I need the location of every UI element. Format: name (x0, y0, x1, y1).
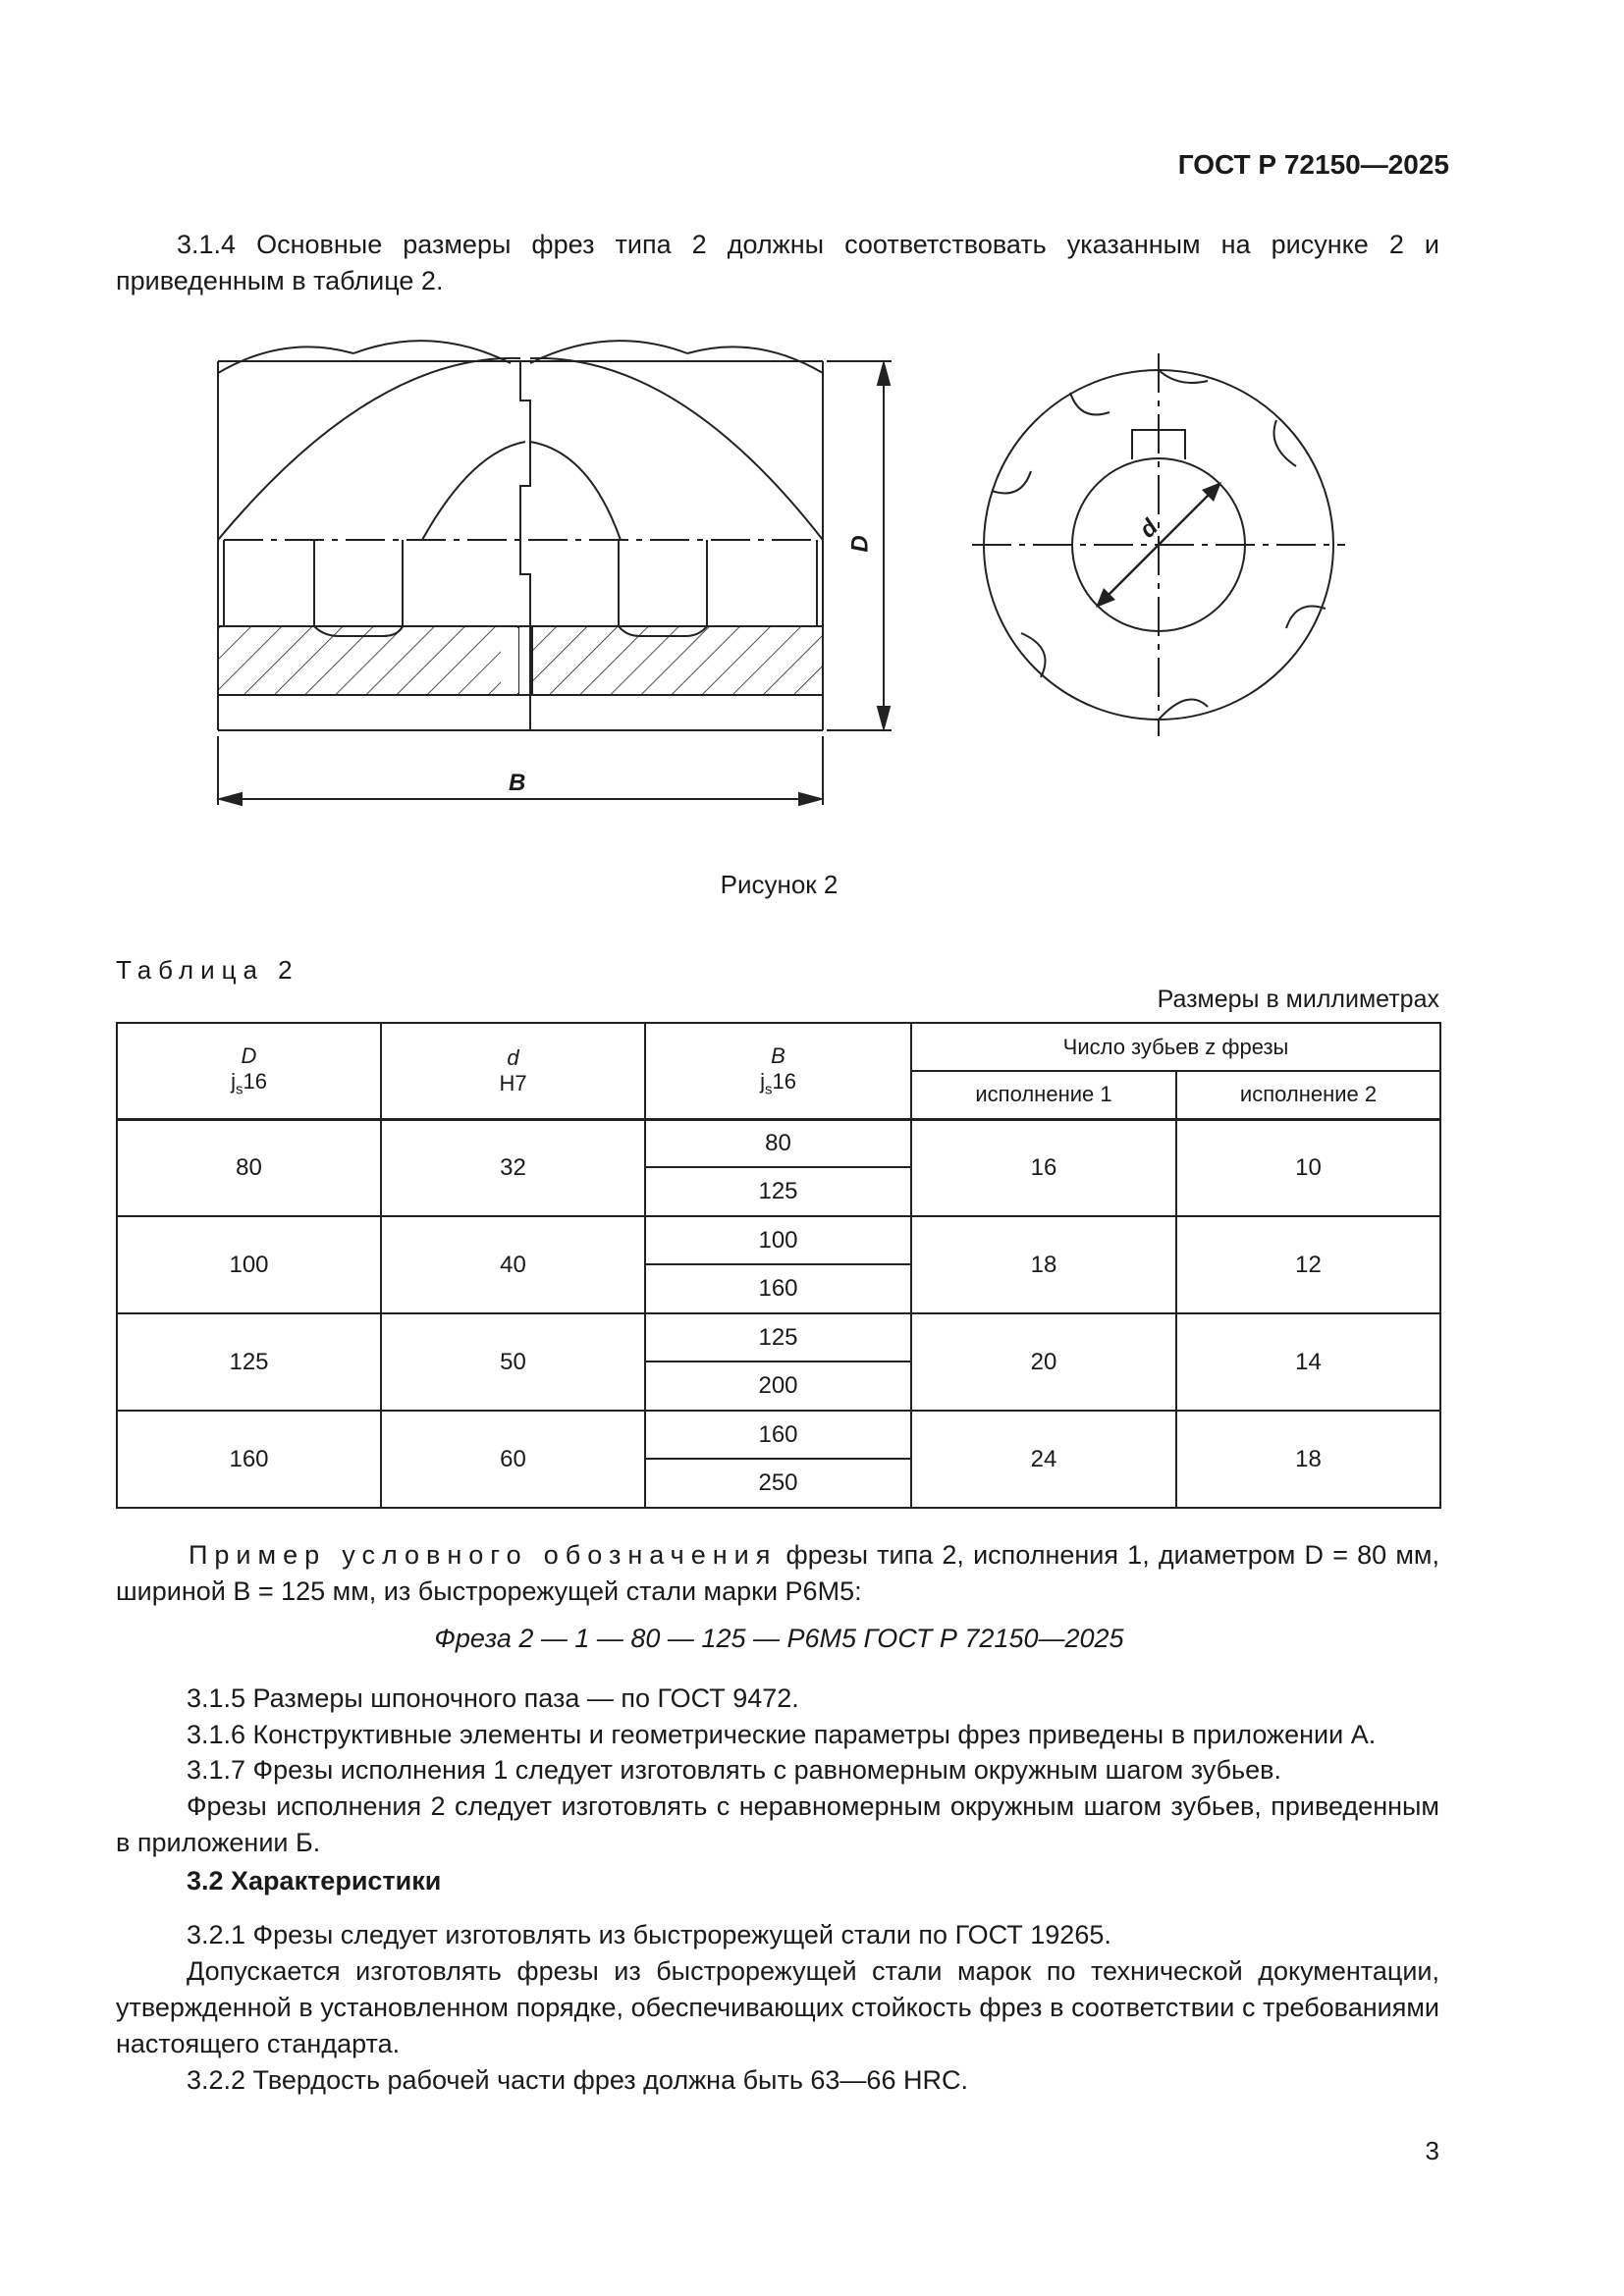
cell-D: 125 (117, 1313, 381, 1411)
table-row (117, 1313, 1440, 1362)
heading-3-2: 3.2 Характеристики (187, 1866, 442, 1896)
cell-d: 40 (381, 1216, 645, 1313)
label-B: B (509, 770, 526, 796)
figure-2-drawing (177, 334, 1384, 844)
header-ver2: исполнение 2 (1176, 1071, 1440, 1119)
table-title: Таблица 2 (116, 955, 299, 985)
units-note: Размеры в миллиметрах (1157, 986, 1439, 1013)
table-row (117, 1119, 1440, 1167)
paragraph-3-1-7-b: Фрезы исполнения 2 следует изготовлять с неравномерным окружным шагом зубьев, приведенным в приложении Б. (116, 1791, 1439, 1857)
cell-B: 200 (645, 1362, 911, 1411)
cell-z1: 20 (911, 1313, 1176, 1411)
table-row (117, 1216, 1440, 1264)
table-2 (116, 1022, 1441, 1509)
example-text-line2: шириной B = 125 мм, из быстрорежущей стали марки Р6М5: (116, 1576, 862, 1606)
example-designation: Фреза 2 — 1 — 80 — 125 — Р6М5 ГОСТ Р 72150—2025 (434, 1624, 1124, 1653)
cell-D: 100 (117, 1216, 381, 1313)
cell-B: 125 (645, 1167, 911, 1216)
paragraph-3-1-5: 3.1.5 Размеры шпоночного паза — по ГОСТ 9472. (187, 1683, 799, 1713)
table-row (117, 1411, 1440, 1459)
paragraph-3-2-1-b: Допускается изготовлять фрезы из быстрорежущей стали марок по технической документации, утвержденной в установленном порядке, обеспечивающих стойкость фрез в соответствии с требованиями настоящего стандарта. (116, 1956, 1439, 2058)
example-paragraph (116, 1537, 1439, 1610)
cell-z2: 18 (1176, 1411, 1440, 1508)
page-number: 3 (1425, 2136, 1439, 2165)
cell-z1: 24 (911, 1411, 1176, 1508)
cell-D: 80 (117, 1119, 381, 1216)
cell-B: 160 (645, 1264, 911, 1313)
paragraph-3-1-7: 3.1.7 Фрезы исполнения 1 следует изготовлять с равномерным окружным шагом зубьев. (187, 1755, 1281, 1785)
cell-B: 250 (645, 1459, 911, 1508)
paragraph-3-2-2: 3.2.2 Твердость рабочей части фрез должна быть 63—66 HRC. (187, 2065, 968, 2095)
label-D: D (846, 535, 874, 553)
cell-z2: 12 (1176, 1216, 1440, 1313)
cell-B: 100 (645, 1216, 911, 1264)
example-text-line1: фрезы типа 2, исполнения 1, диаметром D = 80 мм, (785, 1540, 1439, 1570)
cell-z2: 10 (1176, 1119, 1440, 1216)
cell-z1: 16 (911, 1119, 1176, 1216)
label-d: d (1134, 513, 1164, 544)
cell-z1: 18 (911, 1216, 1176, 1313)
document-code: ГОСТ Р 72150—2025 (1177, 149, 1449, 180)
end-view (972, 353, 1345, 736)
header-ver1: исполнение 1 (911, 1071, 1176, 1119)
cell-B: 125 (645, 1313, 911, 1362)
paragraph-3-1-4: 3.1.4 Основные размеры фрез типа 2 должны соответствовать указанным на рисунке 2 и приведенным в таблице 2. (116, 230, 1439, 295)
cell-B: 80 (645, 1119, 911, 1167)
cell-D: 160 (117, 1411, 381, 1508)
paragraph-3-1-6: 3.1.6 Конструктивные элементы и геометрические параметры фрез приведены в приложении А. (187, 1720, 1377, 1749)
cell-z2: 14 (1176, 1313, 1440, 1411)
cell-d: 50 (381, 1313, 645, 1411)
example-lead: Пример условного обозначения (189, 1540, 778, 1570)
cell-d: 60 (381, 1411, 645, 1508)
figure-caption: Рисунок 2 (720, 870, 839, 899)
header-B: B $j_s16$ (645, 1023, 911, 1119)
header-teeth: Число зубьев z фрезы (911, 1023, 1440, 1071)
paragraph-3-2-1: 3.2.1 Фрезы следует изготовлять из быстрорежущей стали по ГОСТ 19265. (187, 1920, 1111, 1949)
header-d: d H7 (381, 1023, 645, 1119)
cell-B: 160 (645, 1411, 911, 1459)
cell-d: 32 (381, 1119, 645, 1216)
header-D: D $j_s16$ (117, 1023, 381, 1119)
